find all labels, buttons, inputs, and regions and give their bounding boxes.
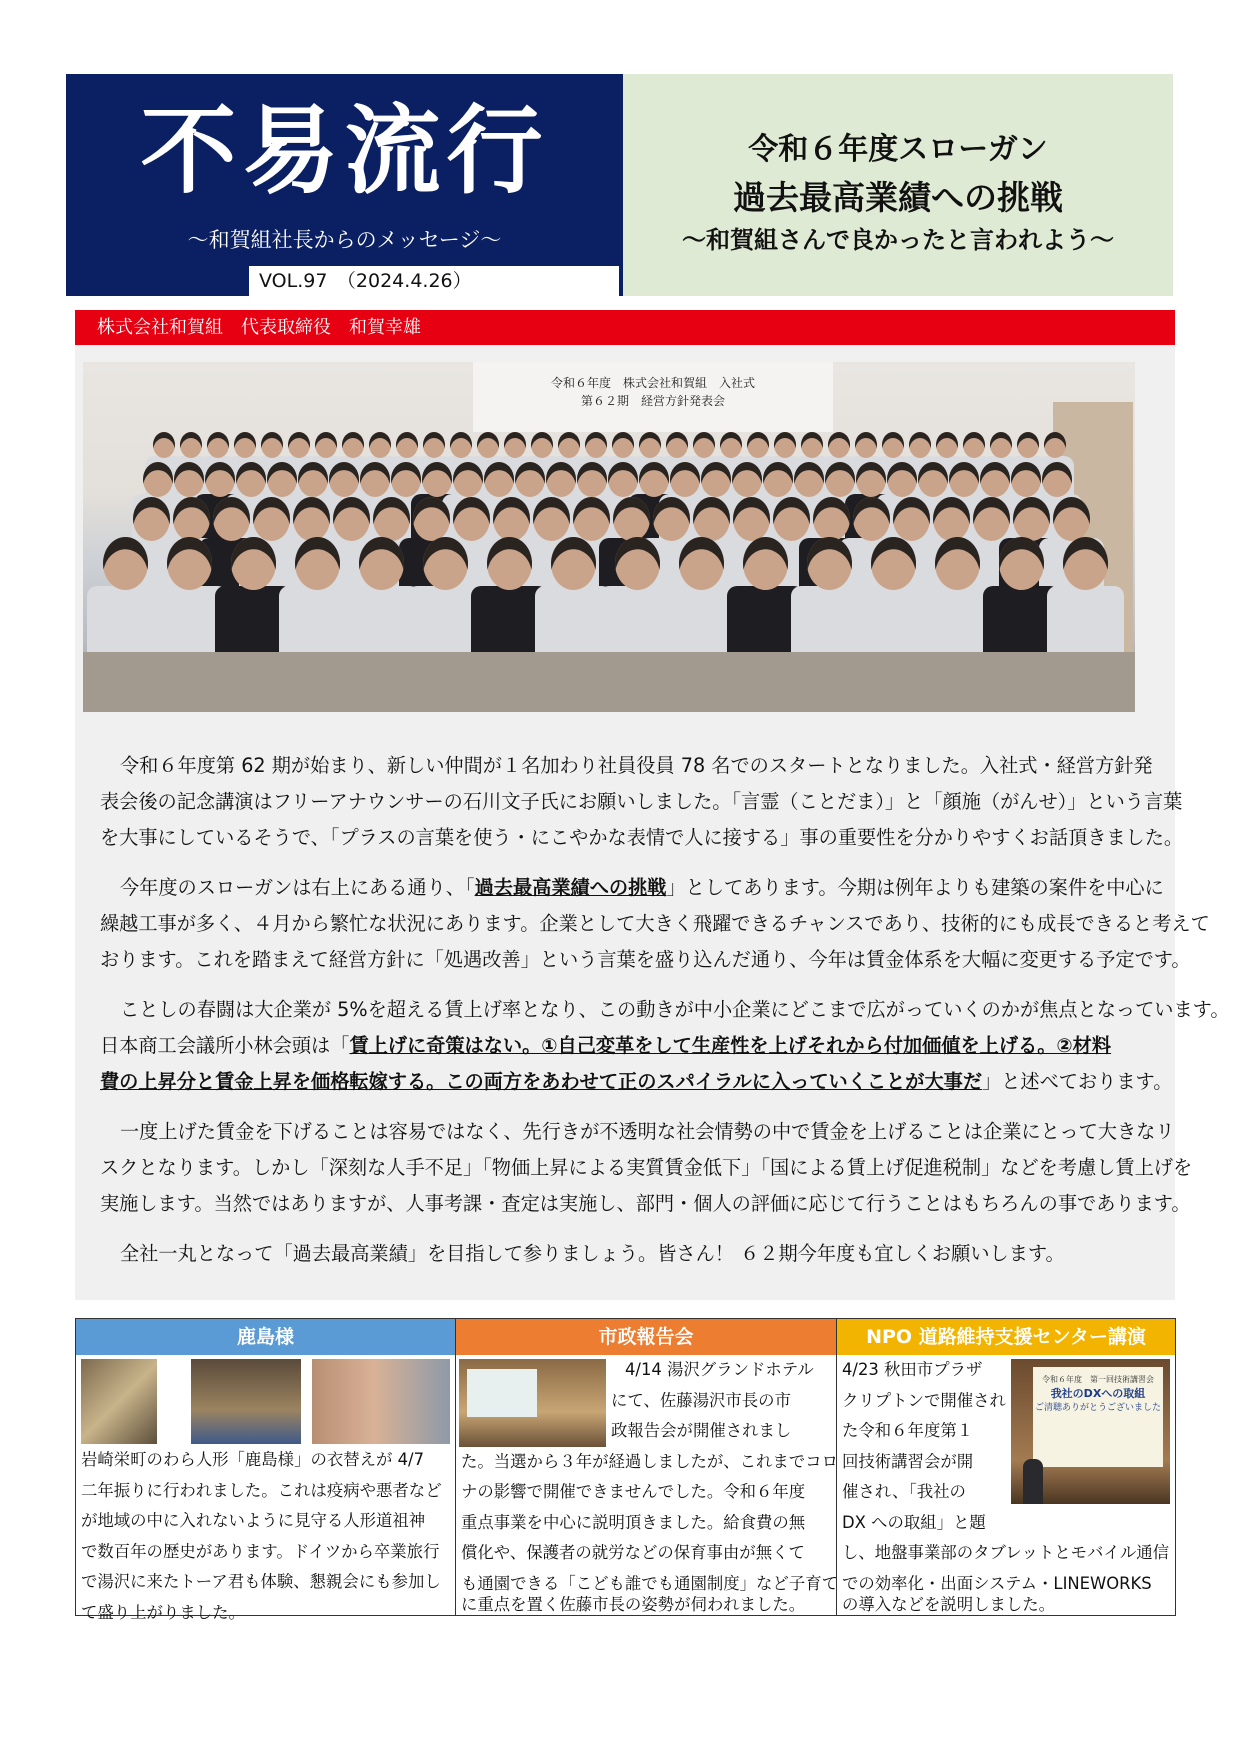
paragraph-2-line-2: 繰越工事が多く、４月から繁忙な状況にあります。企業として大きく飛躍できるチャンスであり、技術的にも成長できると考えて — [100, 912, 1210, 935]
person-head — [267, 462, 297, 497]
person-head — [207, 432, 229, 458]
paragraph-3-text-b: 」と述べております。 — [982, 1070, 1173, 1093]
person-head — [666, 432, 688, 458]
paragraph-1-line-1: 令和６年度第 62 期が始まり、新しい仲間が１名加わり社員役員 78 名でのスタートとなりました。入社式・経営方針発 — [120, 754, 1153, 777]
person-head — [825, 462, 855, 497]
person-head — [980, 462, 1010, 497]
photo-banner-line2: 第６２期 経営方針発表会 — [580, 394, 725, 408]
person-head — [315, 432, 337, 458]
paragraph-2-slogan-emphasis: 過去最高業績への挑戦 — [474, 876, 667, 899]
person-head — [167, 537, 212, 590]
news-box-kashima-line-1: 岩崎栄町のわら人形「鹿島様」の衣替えが 4/7 — [81, 1450, 425, 1469]
news-box-shisei-line-1: た。当選から３年が経過しましたが、これまでコロ — [461, 1451, 838, 1471]
person-head — [701, 462, 731, 497]
news-box-kashima-title: 鹿島様 — [76, 1319, 455, 1355]
person-head — [180, 432, 202, 458]
person-head — [1044, 432, 1066, 458]
person-head — [949, 462, 979, 497]
person-head — [887, 462, 917, 497]
person-head — [615, 537, 660, 590]
paragraph-2-line-3: おります。これを踏まえて経営方針に「処遇改善」という言葉を盛り込んだ通り、今年は賃金体系を大幅に変更する予定です。 — [100, 948, 1191, 971]
news-box-npo-title: NPO 道路維持支援センター講演 — [837, 1319, 1175, 1355]
news-box-npo-line-3: の導入などを説明しました。 — [842, 1595, 1056, 1614]
person-head — [295, 537, 340, 590]
news-box-npo-left-line-4: 回技術講習会が開 — [842, 1451, 974, 1471]
person-head — [369, 432, 391, 458]
person-head — [205, 462, 235, 497]
person-head — [720, 432, 742, 458]
person-head — [747, 432, 769, 458]
person-head — [828, 432, 850, 458]
person-head — [608, 462, 638, 497]
person-head — [639, 462, 669, 497]
person-head — [871, 537, 916, 590]
person-head — [329, 462, 359, 497]
person-head — [909, 432, 931, 458]
person-head — [103, 537, 148, 590]
paragraph-4-line-2: スクとなります。しかし「深刻な人手不足」「物価上昇による実質賃金低下」「国による賃上げ促進税制」などを考慮し賃上げを — [100, 1156, 1193, 1179]
person-head — [153, 432, 175, 458]
paragraph-1-line-3: を大事にしているそうで、「プラスの言葉を使う・にこやかな表情で人に接する」事の重要性を分かりやすくお話頂きました。 — [100, 826, 1184, 849]
news-box-npo-left-line-3: た令和６年度第１ — [842, 1421, 974, 1440]
person-head — [639, 432, 661, 458]
person-head — [551, 537, 596, 590]
photo-floor — [83, 652, 1135, 712]
masthead — [66, 74, 623, 296]
news-box-shisei-right-line-1: 4/14 湯沢グランドホテル — [625, 1360, 814, 1379]
lecture-slide-line2: 我社のDXへの取組 — [1050, 1387, 1146, 1400]
person-head — [807, 537, 852, 590]
person-head — [477, 432, 499, 458]
news-box-shisei-line-3: 重点事業を中心に説明頂きました。給食費の無 — [461, 1512, 806, 1532]
slogan-panel — [623, 74, 1173, 296]
news-box-shisei — [456, 1319, 837, 1615]
person-head — [918, 462, 948, 497]
person-head — [763, 462, 793, 497]
news-box-kashima-line-2: 二年振りに行われました。これは疫病や悪者など — [81, 1480, 442, 1500]
person-head — [990, 432, 1012, 458]
slogan-year: 令和６年度スローガン — [748, 132, 1048, 167]
person-head — [1042, 462, 1072, 497]
person-head — [261, 432, 283, 458]
news-box-npo-left-line-5: 催され、「我社の — [842, 1482, 966, 1501]
photo-banner-line1: 令和６年度 株式会社和賀組 入社式 — [550, 376, 755, 390]
news-box-kashima-line-4: で数百年の歴史があります。ドイツから卒業旅行 — [81, 1541, 440, 1561]
person-head — [423, 432, 445, 458]
person-head — [174, 462, 204, 497]
paragraph-3-quote-emphasis-2: 費の上昇分と賃金上昇を価格転嫁する。この両方をあわせて正のスパイラルに入っていくことが大事だ — [100, 1070, 983, 1093]
paragraph-1-line-2: 表会後の記念講演はフリーアナウンサーの石川文子氏にお願いしました。「言霊（ことだま）」と「顔施（がんせ）」という言葉 — [100, 790, 1183, 813]
paragraph-3-text-a: 日本商工会議所小林会頭は「 — [100, 1034, 350, 1057]
slogan-main: 過去最高業績への挑戦 — [733, 178, 1063, 217]
person-head — [342, 432, 364, 458]
person-head — [396, 432, 418, 458]
volume-label: VOL.97 （2024.4.26） — [249, 266, 619, 296]
news-box-shisei-right-line-3: 政報告会が開催されまし — [611, 1421, 792, 1440]
newsletter-subtitle: ～和賀組社長からのメッセージ～ — [187, 228, 502, 252]
news-box-shisei-line-5: も通園できる「こども誰でも通園制度」など子育て — [461, 1573, 838, 1593]
person-head — [801, 432, 823, 458]
paragraph-2-text-a: 今年度のスローガンは右上にある通り、「 — [120, 876, 475, 899]
news-box-kashima-line-5: で湯沢に来たトーア君も体験、懇親会にも参加し — [81, 1572, 441, 1591]
person-head — [391, 462, 421, 497]
person-head — [612, 432, 634, 458]
person-head — [453, 462, 483, 497]
person-head — [504, 432, 526, 458]
person-head — [963, 432, 985, 458]
person-head — [577, 462, 607, 497]
news-box-npo-line-1: し、地盤事業部のタブレットとモバイル通信 — [842, 1543, 1169, 1562]
group-photo — [83, 362, 1135, 712]
person-head — [484, 462, 514, 497]
presentation-screen — [467, 1369, 537, 1417]
paragraph-2-line-1 — [100, 870, 1190, 906]
person-head — [882, 432, 904, 458]
person-head — [531, 432, 553, 458]
news-box-npo — [837, 1319, 1175, 1615]
author-bar: 株式会社和賀組 代表取締役 和賀幸雄 — [75, 310, 1175, 345]
city-report-photo — [459, 1359, 606, 1447]
lecture-slide-line1: 令和６年度 第一回技術講習会 — [1042, 1375, 1154, 1384]
person-head — [423, 537, 468, 590]
newsletter-title: 不易流行 — [140, 94, 549, 207]
news-box-npo-line-2: での効率化・出面システム・LINEWORKS — [842, 1573, 1152, 1593]
slogan-sub: ～和賀組さんで良かったと言われよう～ — [682, 226, 1114, 254]
person-head — [298, 462, 328, 497]
paragraph-5: 全社一丸となって「過去最高業績」を目指して参りましょう。皆さん！ ６２期今年度も宜しくお願いします。 — [120, 1242, 1065, 1265]
person-head — [546, 462, 576, 497]
paragraph-3-line-2 — [100, 1028, 1170, 1064]
person-head — [515, 462, 545, 497]
lecture-photo — [1011, 1359, 1170, 1504]
person-head — [1017, 432, 1039, 458]
news-box-kashima-line-6: て盛り上がりました。 — [81, 1602, 245, 1622]
lecturer-figure — [1023, 1459, 1043, 1504]
news-box-npo-left-line-6: DX への取組」と題 — [842, 1512, 986, 1532]
person-head — [774, 432, 796, 458]
person-head — [732, 462, 762, 497]
news-boxes — [75, 1318, 1176, 1622]
news-box-npo-left-line-1: 4/23 秋田市プラザ — [842, 1360, 983, 1379]
person-head — [936, 432, 958, 458]
paragraph-3-line-1: ことしの春闘は大企業が 5%を超える賃上げ率となり、この動きが中小企業にどこまで広がっていくのかが焦点となっています。 — [120, 998, 1230, 1021]
news-box-kashima-line-3: が地域の中に入れないように見守る人形道祖神 — [81, 1511, 426, 1530]
person-head — [450, 432, 472, 458]
person-head — [856, 462, 886, 497]
news-box-shisei-title: 市政報告会 — [456, 1319, 836, 1355]
person-head — [487, 537, 532, 590]
person-head — [679, 537, 724, 590]
person-head — [231, 537, 276, 590]
person-head — [359, 537, 404, 590]
person-head — [999, 537, 1044, 590]
news-box-shisei-line-6: に重点を置く佐藤市長の姿勢が伺われました。 — [461, 1595, 806, 1614]
person-head — [360, 462, 390, 497]
news-box-shisei-line-2: ナの影響で開催できませんでした。令和６年度 — [461, 1482, 806, 1501]
person-head — [288, 432, 310, 458]
lecture-slide-line3: ご清聴ありがとうございました — [1034, 1403, 1161, 1413]
person-head — [794, 462, 824, 497]
paragraph-2-text-b: 」としてあります。今期は例年よりも建築の案件を中心に — [666, 876, 1164, 899]
person-head — [1063, 537, 1108, 590]
person-head — [422, 462, 452, 497]
person-head — [693, 432, 715, 458]
person-head — [935, 537, 980, 590]
person-head — [670, 462, 700, 497]
paragraph-4-line-3: 実施します。当然ではありますが、人事考課・査定は実施し、部門・個人の評価に応じて行うことはもちろんの事であります。 — [100, 1192, 1191, 1215]
costume-change-photo — [191, 1359, 301, 1444]
visitors-photo — [312, 1359, 450, 1444]
paragraph-3-line-3 — [100, 1064, 1173, 1100]
straw-doll-photo — [81, 1359, 157, 1444]
person-head — [1011, 462, 1041, 497]
person-head — [236, 462, 266, 497]
person-head — [558, 432, 580, 458]
news-box-shisei-line-4: 償化や、保護者の就労などの保育事由が無くて — [461, 1543, 805, 1562]
news-box-kashima — [76, 1319, 456, 1622]
person-head — [585, 432, 607, 458]
paragraph-4-line-1: 一度上げた賃金を下げることは容易ではなく、先行きが不透明な社会情勢の中で賃金を上げることは企業にとって大きなリ — [120, 1120, 1175, 1143]
paragraph-3-quote-emphasis-1: 賃上げに奇策はない。①自己変革をして生産性を上げそれから付加価値を上げる。②材料 — [349, 1034, 1112, 1057]
person-head — [143, 462, 173, 497]
photo-banner — [473, 362, 833, 432]
person-head — [855, 432, 877, 458]
lecture-slide — [1033, 1367, 1163, 1467]
news-box-npo-left-line-2: クリプトンで開催され — [842, 1390, 1006, 1410]
person-head — [743, 537, 788, 590]
news-box-shisei-right-line-2: にて、佐藤湯沢市長の市 — [611, 1390, 791, 1410]
person-head — [234, 432, 256, 458]
